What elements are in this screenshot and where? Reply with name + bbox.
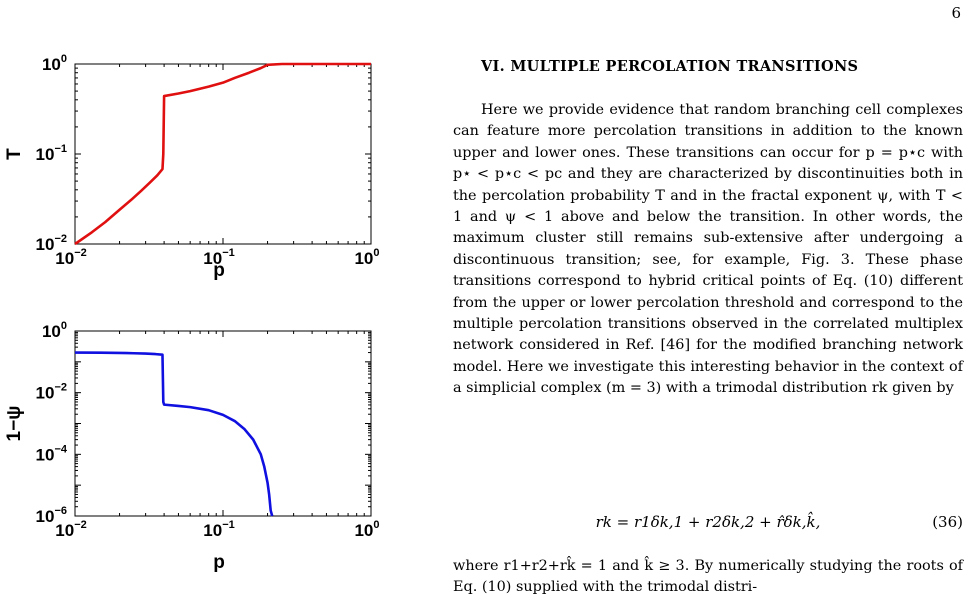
series-line: [75, 64, 371, 244]
y-axis-label: 1−ψ: [4, 405, 25, 442]
y-tick-label: $10^{-2}$: [35, 381, 67, 403]
x-tick-label: $10^{-2}$: [55, 247, 87, 268]
equation-body: rk = r1δk,1 + r2δk,2 + r̂δk,k̂,: [595, 513, 821, 531]
paragraph-body: Here we provide evidence that random branching cell complexes can feature more percolation transitions in addition to the known upper and lower ones. These transitions can occur for p = p⋆c with p⋆ < p⋆c < pc and they are characterized by discontinuities both in the percolation probability T and in the fractal exponent ψ, with T < 1 and ψ < 1 above and below the transition. In other words, the maximum cluster still remains sub-extensive after undergoing a discontinuous transition; see, for example, Fig. 3. These phase transitions correspond to hybrid critical points of Eq. (10) different from the upper or lower percolation threshold and correspond to the multiple percolation transitions observed in the correlated multiplex network considered in Ref. [46] for the modified branching network model. Here we investigate this interesting behavior in the context of a simplicial complex (m = 3) with a trimodal distribution rk given by: [453, 102, 963, 397]
plot-frame: [75, 331, 371, 516]
x-tick-label: $10^{-1}$: [203, 519, 235, 540]
plot-frame: [75, 64, 371, 244]
series-line: [75, 353, 272, 516]
y-tick-label: $10^{-1}$: [35, 143, 67, 164]
y-axis-label: T: [4, 148, 25, 160]
y-tick-label: $10^0$: [41, 53, 67, 74]
paragraph-continuation: where r1+r2+rk̂ = 1 and k̂ ≥ 3. By numerically studying the roots of Eq. (10) supplied with the trimodal distri-: [453, 558, 963, 596]
x-tick-label: $10^0$: [354, 247, 380, 268]
y-tick-label: $10^0$: [41, 320, 67, 341]
section-heading: VI. MULTIPLE PERCOLATION TRANSITIONS: [481, 58, 859, 75]
figure-plots: [0, 0, 420, 601]
equation-number: (36): [932, 513, 963, 531]
page-number: 6: [951, 4, 961, 22]
x-tick-label: $10^{-2}$: [55, 519, 87, 540]
x-tick-label: $10^0$: [354, 519, 380, 540]
plot-one-minus-psi-vs-p: [4, 320, 380, 573]
x-tick-label: $10^{-1}$: [203, 247, 235, 268]
equation-36: [453, 513, 963, 537]
figure-svg: [0, 0, 420, 601]
x-axis-label: p: [213, 552, 225, 573]
plot-T-vs-p: [4, 53, 380, 281]
y-tick-label: $10^{-6}$: [35, 505, 67, 526]
y-tick-label: $10^{-2}$: [35, 233, 67, 254]
y-tick-label: $10^{-4}$: [35, 443, 67, 465]
x-axis-label: p: [213, 260, 225, 281]
